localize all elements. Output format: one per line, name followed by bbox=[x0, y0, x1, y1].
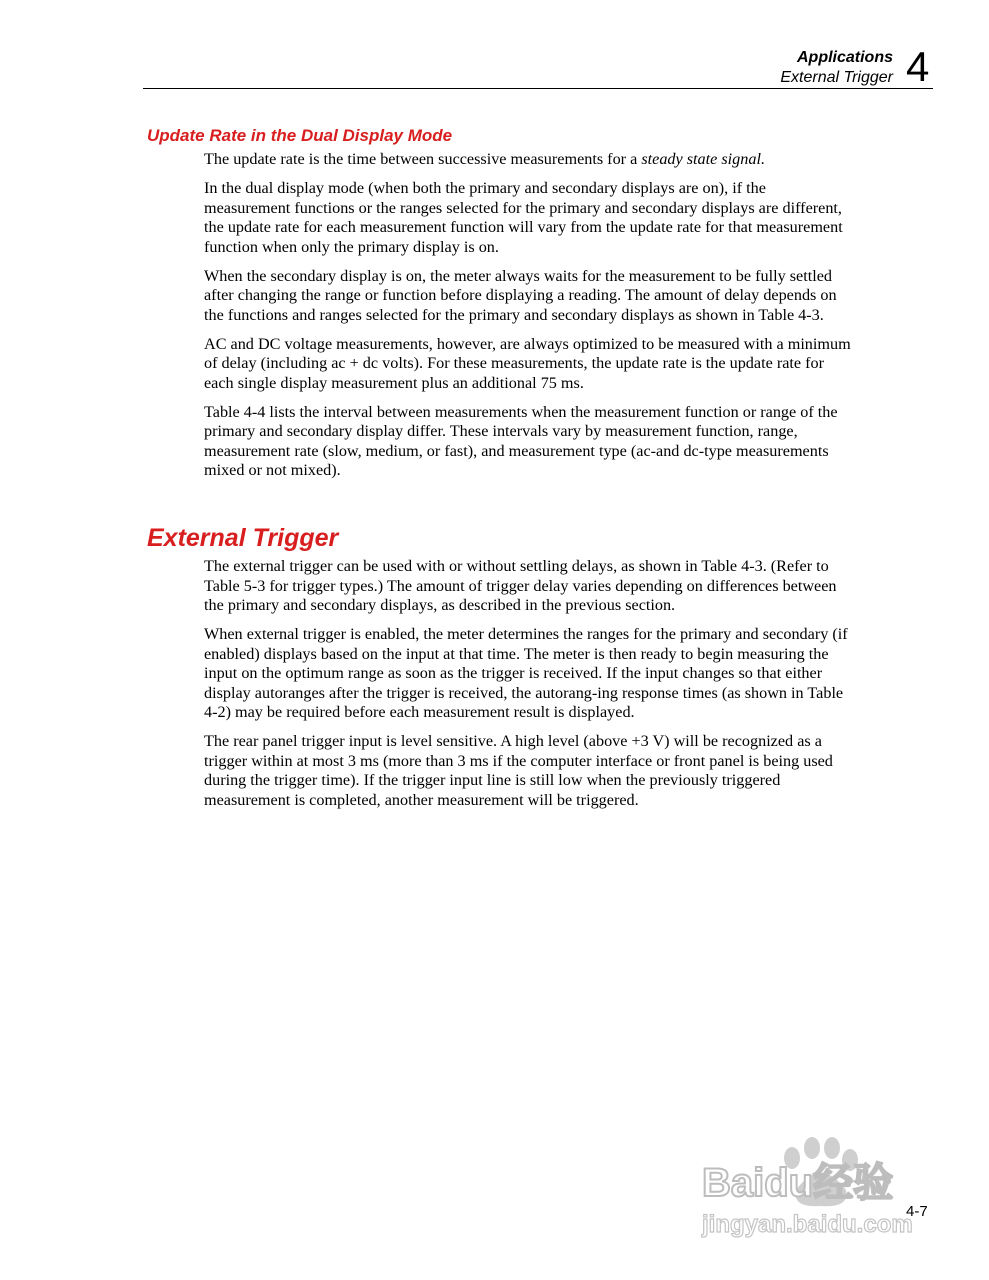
paragraph-text: The update rate is the time between successive measurements for a bbox=[204, 150, 642, 168]
paragraph bbox=[204, 150, 854, 170]
section-body-update-rate bbox=[204, 150, 854, 490]
header-divider bbox=[143, 88, 933, 89]
paragraph: In the dual display mode (when both the primary and secondary displays are on), if the measurement functions or the ranges selected for the primary and secondary displays are different, the update rate for each measurement function will vary from the update rate for that measurement function when only the primary display is on. bbox=[204, 179, 843, 256]
running-header bbox=[780, 48, 893, 88]
watermark-url-text: jingyan.baidu.com bbox=[702, 1211, 913, 1238]
baidu-watermark bbox=[700, 1128, 940, 1248]
chapter-number: 4 bbox=[906, 43, 930, 90]
paragraph: When the secondary display is on, the meter always waits for the measurement to be fully settled after changing the range or function before displaying a reading. The amount of delay depends on the functions and ranges selected for the primary and secondary displays as shown in Table 4-3. bbox=[204, 266, 837, 324]
section-heading-update-rate: Update Rate in the Dual Display Mode bbox=[147, 126, 453, 145]
paragraph: Table 4-4 lists the interval between measurements when the measurement function or range of the primary and secondary display differ. These intervals vary by measurement function, range, measurement rate (slow, medium, or fast), and measurement type (ac-and dc-type measurements mixed or not mixed). bbox=[204, 402, 838, 479]
paragraph: The rear panel trigger input is level sensitive. A high level (above +3 V) will be recognized as a trigger within at most 3 ms (more than 3 ms if the computer interface or front panel is being used during the trigger time). If the trigger input line is still low when the previously triggered measurement is completed, another measurement will be triggered. bbox=[204, 732, 833, 809]
paragraph: The external trigger can be used with or without settling delays, as shown in Table 4-3. (Refer to Table 5-3 for trigger types.) The amount of trigger delay varies depending on differences between the primary and secondary displays, as described in the previous section. bbox=[204, 557, 837, 614]
section-body-external-trigger bbox=[204, 557, 854, 820]
paragraph: When external trigger is enabled, the meter determines the ranges for the primary and secondary (if enabled) displays based on the input at that time. The meter is then ready to begin measuring the input on the optimum range as soon as the trigger is received. If the input changes so that either display autoranges after the trigger is received, the autorang-ing response times (as shown in Table 4-2) may be required before each measurement result is displayed. bbox=[204, 625, 848, 721]
header-section-title: Applications bbox=[796, 49, 893, 66]
page-number: 4-7 bbox=[906, 1203, 928, 1220]
section-heading-external-trigger: External Trigger bbox=[147, 524, 339, 552]
header-subsection-title: External Trigger bbox=[780, 69, 893, 86]
paragraph: AC and DC voltage measurements, however, are always optimized to be measured with a minimum of delay (including ac + dc volts). For these measurements, the update rate is the update rate for each single display measurement plus an additional 75 ms. bbox=[204, 334, 851, 392]
watermark-logo-text: Baidu经验 bbox=[702, 1161, 894, 1205]
emphasis-text: steady state signal. bbox=[641, 150, 765, 168]
